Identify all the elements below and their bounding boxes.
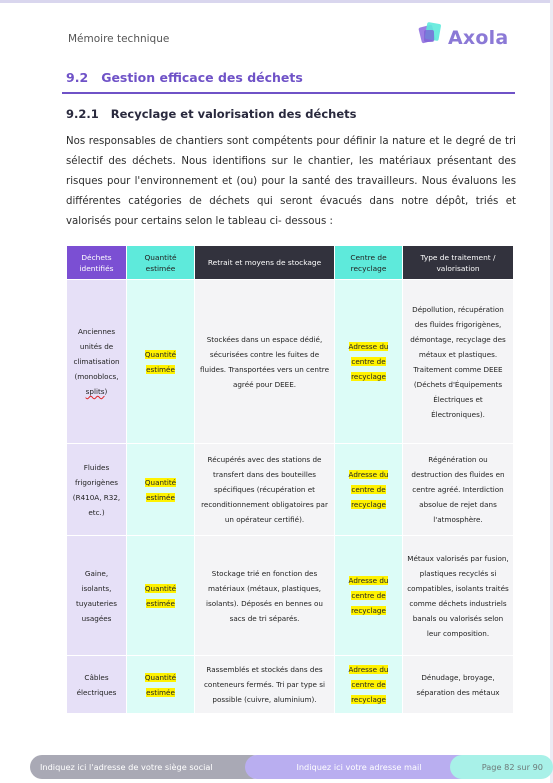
- header-storage: Retrait et moyens de stockage: [195, 246, 335, 280]
- table-row: [67, 280, 514, 444]
- waste-table: [66, 245, 514, 714]
- cell-quantity: Quantité estimée: [127, 444, 195, 536]
- cell-center: Adresse du centre de recyclage: [335, 444, 403, 536]
- page-footer: [30, 755, 553, 779]
- table-header-row: [67, 246, 514, 280]
- header-quantity: Quantité estimée: [127, 246, 195, 280]
- cell-center: Adresse du centre de recyclage: [335, 280, 403, 444]
- intro-paragraph: Nos responsables de chantiers sont compétents pour définir la nature et le degré de tri sélectif des déchets. Nous identifions sur le chantier, les matériaux présentant des risques pour l'environnement et (ou) pour la santé des travailleurs. Nous évaluons les différentes catégories de déchets qui seront évacués dans notre dépôt, triés et valorisés pour certains selon le tableau ci- dessous :: [66, 136, 516, 227]
- table-row: [67, 536, 514, 656]
- cell-treatment: Métaux valorisés par fusion, plastiques recyclés si compatibles, isolants traités comme déchets industriels banals ou valorisés selon leur composition.: [403, 536, 514, 656]
- cell-waste: Fluides frigorigènes (R410A, R32, etc.): [67, 444, 127, 536]
- footer-address: Indiquez ici l'adresse de votre siège social: [30, 755, 264, 779]
- cell-treatment: Dénudage, broyage, séparation des métaux: [403, 656, 514, 714]
- cell-center: Adresse du centre de recyclage: [335, 656, 403, 714]
- cell-quantity: Quantité estimée: [127, 656, 195, 714]
- logo-text: Axola: [448, 27, 509, 49]
- footer-email: Indiquez ici votre adresse mail: [245, 755, 473, 779]
- cell-waste: Gaine, isolants, tuyauteries usagées: [67, 536, 127, 656]
- page-number: Page 82 sur 90: [450, 755, 553, 779]
- cell-quantity: Quantité estimée: [127, 536, 195, 656]
- cell-waste: Câbles électriques: [67, 656, 127, 714]
- heading-divider: [62, 92, 515, 94]
- header-waste: Déchets identifiés: [67, 246, 127, 280]
- document-label: Mémoire technique: [68, 33, 170, 45]
- cell-storage: Récupérés avec des stations de transfert dans des bouteilles spécifiques (récupération et reconditionnement obligatoires par un opérateur certifié).: [195, 444, 335, 536]
- cell-storage: Rassemblés et stockés dans des conteneurs fermés. Tri par type si possible (cuivre, aluminium).: [195, 656, 335, 714]
- cell-waste: Anciennes unités de climatisation (monoblocs, splits): [67, 280, 127, 444]
- company-logo: [418, 20, 513, 54]
- cell-treatment: Dépollution, récupération des fluides frigorigènes, démontage, recyclage des métaux et plastiques. Traitement comme DEEE (Déchets d'Équipements Électriques et Électroniques).: [403, 280, 514, 444]
- cell-center: Adresse du centre de recyclage: [335, 536, 403, 656]
- cell-treatment: Régénération ou destruction des fluides en centre agréé. Interdiction absolue de rejet dans l'atmosphère.: [403, 444, 514, 536]
- cell-storage: Stockées dans un espace dédié, sécurisées contre les fuites de fluides. Transportées vers un centre agréé pour DEEE.: [195, 280, 335, 444]
- header-center: Centre de recyclage: [335, 246, 403, 280]
- table-row: [67, 444, 514, 536]
- table-row: [67, 656, 514, 714]
- cell-storage: Stockage trié en fonction des matériaux (métaux, plastiques, isolants). Déposés en bennes ou sacs de tri séparés.: [195, 536, 335, 656]
- page-top-border: [0, 0, 553, 3]
- subsection-heading: 9.2.1 Recyclage et valorisation des déchets: [66, 107, 357, 121]
- spellcheck-flag: splits: [85, 387, 105, 396]
- section-heading: 9.2 Gestion efficace des déchets: [66, 70, 303, 85]
- cell-quantity: Quantité estimée: [127, 280, 195, 444]
- header-treatment: Type de traitement / valorisation: [403, 246, 514, 280]
